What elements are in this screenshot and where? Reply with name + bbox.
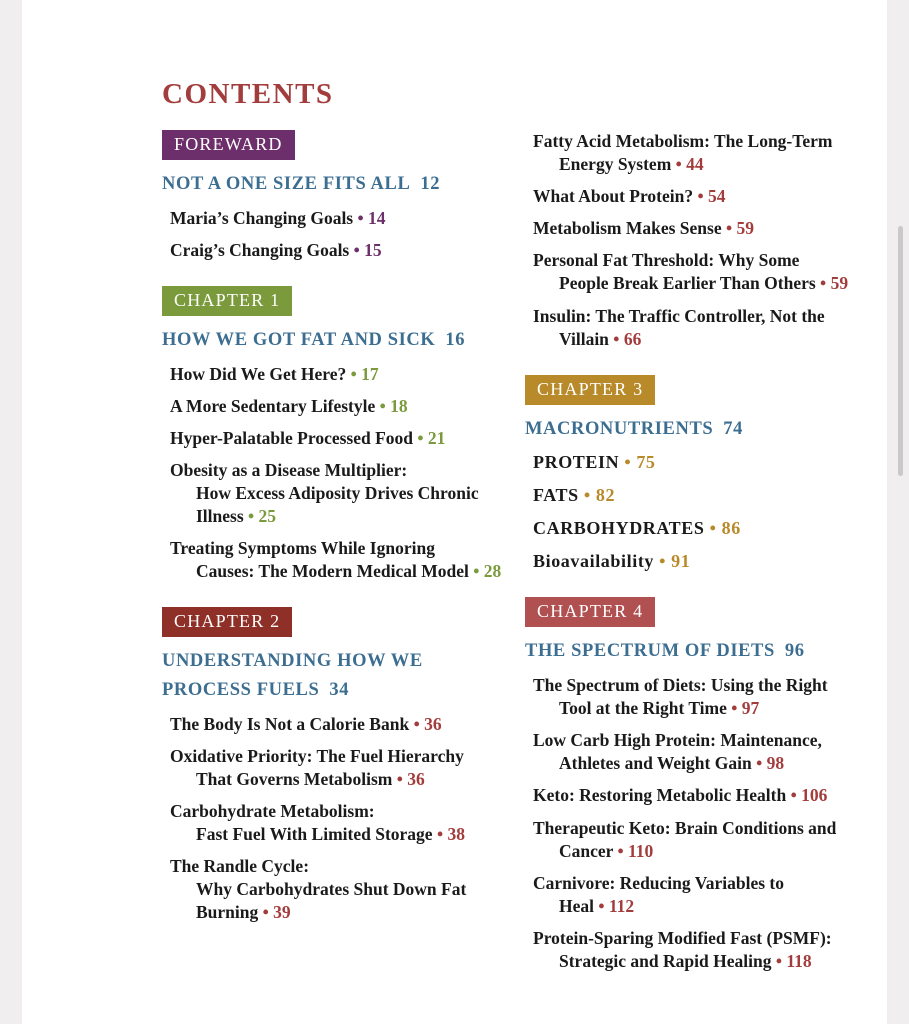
entry-tail	[353, 208, 385, 228]
entry-fats[interactable]	[525, 484, 875, 508]
entry-page-number: 112	[608, 895, 635, 916]
entry-page-number: 15	[364, 239, 382, 260]
entry-page-number: 38	[447, 824, 465, 844]
entry-page-number: 36	[424, 713, 442, 734]
entry-page-number: 18	[390, 395, 408, 416]
entry-page-number: 86	[721, 517, 741, 538]
section-page-number: 96	[784, 641, 805, 662]
entry-text: Low Carb High Protein: Maintenance,	[533, 730, 822, 751]
entry-text: Treating Symptoms While Ignoring	[170, 538, 435, 559]
entry-page-number: 21	[427, 427, 446, 448]
section-page-number: 34	[329, 679, 350, 700]
entry-continuation: How Excess Adiposity Drives Chronic Illness • 25	[196, 482, 479, 526]
entry-the-randle-cycle[interactable]	[162, 855, 512, 924]
entry-text: The Body Is Not a Calorie Bank	[170, 713, 410, 734]
entry-continuation: Energy System • 44	[559, 154, 704, 175]
section-the-spectrum-of-diets[interactable]	[525, 637, 875, 666]
entry-text: The Spectrum of Diets: Using the Right	[533, 675, 828, 696]
entry-tail	[786, 785, 827, 805]
bullet-icon: •	[721, 218, 737, 239]
entry-text: Oxidative Priority: The Fuel Hierarchy	[170, 745, 464, 766]
bullet-icon: •	[771, 951, 787, 972]
section-macronutrients[interactable]	[525, 415, 875, 444]
entry-obesity-as-a-disease-multiplier[interactable]	[162, 459, 512, 528]
toc-column-left	[162, 130, 512, 933]
entry-text: Therapeutic Keto: Brain Conditions and	[533, 817, 837, 838]
entry-text: Metabolism Makes Sense	[533, 218, 722, 239]
entry-a-more-sedentary-lifestyle[interactable]	[162, 395, 512, 418]
bullet-icon: •	[258, 902, 274, 923]
chapter-2-tag-wrap	[162, 607, 512, 637]
entry-insulin-the-traffic-controller[interactable]	[525, 305, 875, 351]
entry-page-number: 75	[636, 452, 656, 473]
bullet-icon: •	[704, 517, 722, 538]
entry-tail	[705, 518, 741, 538]
entry-carbohydrate-metabolism[interactable]	[162, 800, 512, 846]
chapter-3-tag[interactable]: CHAPTER 3	[525, 375, 655, 405]
entry-text: PROTEIN	[533, 452, 620, 473]
entry-text: What About Protein?	[533, 186, 694, 207]
bullet-icon: •	[594, 895, 609, 916]
entry-bioavailability[interactable]	[525, 550, 875, 574]
entry-continuation: Causes: The Modern Medical Model • 28	[196, 561, 502, 582]
entry-page-number: 106	[801, 785, 828, 806]
bullet-icon: •	[671, 154, 687, 175]
section-how-we-got-fat-and-sick[interactable]	[162, 326, 512, 355]
chapter-3-tag-wrap	[525, 375, 875, 405]
foreward-tag[interactable]: FOREWARD	[162, 130, 295, 160]
section-label: MACRONUTRIENTS	[525, 418, 714, 439]
entry-continuation: Villain • 66	[559, 328, 642, 349]
entry-tail	[579, 485, 615, 505]
bullet-icon: •	[693, 186, 708, 207]
entry-text: Hyper-Palatable Processed Food	[170, 427, 414, 448]
entry-page-number: 98	[766, 753, 785, 774]
bullet-icon: •	[619, 452, 637, 473]
entry-text: Craig’s Changing Goals	[170, 239, 350, 260]
entry-fatty-acid-metabolism[interactable]	[525, 130, 875, 176]
entry-page-number: 110	[628, 840, 654, 861]
entry-text: Keto: Restoring Metabolic Health	[533, 785, 787, 806]
entry-text: Maria’s Changing Goals	[170, 207, 354, 228]
section-label: NOT A ONE SIZE FITS ALL	[162, 174, 411, 194]
bullet-icon: •	[613, 840, 628, 861]
section-label: THE SPECTRUM OF DIETS	[525, 641, 775, 662]
entry-low-carb-high-protein[interactable]	[525, 729, 875, 775]
entry-continuation: Heal • 112	[559, 895, 635, 916]
entry-metabolism-makes-sense[interactable]	[525, 217, 875, 240]
entry-continuation: Tool at the Right Time • 97	[559, 698, 760, 719]
entry-oxidative-priority[interactable]	[162, 745, 512, 791]
section-understanding-how-we-process-fuels[interactable]	[162, 647, 512, 704]
bullet-icon: •	[243, 506, 259, 526]
entry-tail	[409, 714, 441, 734]
entry-text: How Did We Get Here?	[170, 363, 347, 384]
bullet-icon: •	[608, 328, 624, 349]
entry-continuation: People Break Earlier Than Others • 59	[559, 273, 849, 294]
foreward-tag-wrap	[162, 130, 512, 160]
chapter-2-tag[interactable]: CHAPTER 2	[162, 607, 292, 637]
entry-what-about-protein[interactable]	[525, 185, 875, 208]
entry-treating-symptoms-while-ignoring-causes[interactable]	[162, 537, 512, 583]
entry-text: Carnivore: Reducing Variables to	[533, 872, 784, 893]
entry-tail	[693, 186, 725, 206]
entry-tail	[349, 240, 381, 260]
entry-therapeutic-keto[interactable]	[525, 817, 875, 863]
entry-text: A More Sedentary Lifestyle	[170, 395, 376, 416]
entry-page-number: 28	[483, 561, 502, 582]
bullet-icon: •	[578, 485, 596, 506]
entry-marias-changing-goals[interactable]	[162, 207, 512, 230]
scrollbar-track[interactable]	[898, 0, 903, 1024]
entry-page-number: 91	[671, 550, 691, 571]
bullet-icon: •	[432, 824, 448, 844]
entry-text: Bioavailability	[533, 550, 655, 571]
entry-protein-sparing-modified-fast[interactable]	[525, 927, 875, 973]
entry-carbohydrates[interactable]	[525, 517, 875, 541]
entry-page-number: 59	[736, 218, 754, 239]
entry-craigs-changing-goals[interactable]	[162, 239, 512, 262]
bullet-icon: •	[375, 395, 391, 416]
section-label: UNDERSTANDING HOW WE PROCESS FUELS	[162, 651, 423, 700]
entry-keto-restoring-metabolic-health[interactable]	[525, 784, 875, 807]
bullet-icon: •	[786, 785, 802, 806]
page-title: CONTENTS	[162, 78, 334, 110]
bullet-icon: •	[353, 207, 369, 228]
entry-text: Insulin: The Traffic Controller, Not the	[533, 305, 825, 326]
entry-continuation: Why Carbohydrates Shut Down Fat Burning • 39	[196, 879, 467, 923]
entry-page-number: 59	[830, 273, 849, 294]
bullet-icon: •	[468, 561, 484, 582]
entry-protein[interactable]	[525, 451, 875, 475]
entry-page-number: 118	[786, 951, 812, 972]
entry-continuation: Cancer • 110	[559, 840, 654, 861]
scrollbar-thumb[interactable]	[898, 226, 903, 476]
bullet-icon: •	[349, 239, 365, 260]
chapter-1-tag[interactable]: CHAPTER 1	[162, 286, 292, 316]
entry-text: Protein-Sparing Modified Fast (PSMF):	[533, 927, 832, 948]
entry-page-number: 25	[258, 506, 277, 526]
entry-hyper-palatable-processed-food[interactable]	[162, 427, 512, 450]
bullet-icon: •	[413, 427, 428, 448]
entry-page-number: 14	[368, 207, 386, 228]
bullet-icon: •	[751, 753, 767, 774]
entry-tail	[654, 551, 690, 571]
entry-page-number: 82	[595, 485, 616, 506]
entry-page-number: 39	[273, 902, 291, 923]
entry-tail	[375, 396, 407, 416]
section-page-number: 74	[723, 418, 743, 439]
entry-the-body-is-not-a-calorie-bank[interactable]	[162, 713, 512, 736]
bullet-icon: •	[346, 363, 362, 384]
entry-personal-fat-threshold[interactable]	[525, 249, 875, 295]
entry-carnivore[interactable]	[525, 872, 875, 918]
entry-page-number: 17	[361, 363, 379, 384]
entry-text: Obesity as a Disease Multiplier:	[170, 459, 408, 480]
section-label: HOW WE GOT FAT AND SICK	[162, 329, 436, 350]
entry-tail	[346, 364, 378, 384]
section-not-a-one-size-fits-all[interactable]	[162, 170, 512, 199]
entry-tail	[619, 452, 655, 472]
entry-page-number: 66	[623, 328, 642, 349]
chapter-4-tag-wrap	[525, 597, 875, 627]
entry-tail	[722, 218, 754, 238]
entry-how-did-we-get-here[interactable]	[162, 363, 512, 386]
entry-continuation: Fast Fuel With Limited Storage • 38	[196, 824, 465, 844]
bullet-icon: •	[392, 768, 408, 789]
entry-tail	[413, 428, 445, 448]
entry-page-number: 36	[407, 768, 425, 789]
bullet-icon: •	[726, 698, 742, 719]
entry-page-number: 44	[686, 154, 704, 175]
entry-continuation: That Governs Metabolism • 36	[196, 768, 425, 789]
bullet-icon: •	[654, 550, 672, 571]
entry-text: Fatty Acid Metabolism: The Long-Term	[533, 131, 833, 151]
document-page	[22, 0, 887, 1024]
section-page-number: 16	[445, 329, 466, 350]
entry-continuation: Strategic and Rapid Healing • 118	[559, 951, 812, 972]
entry-text: Carbohydrate Metabolism:	[170, 800, 375, 821]
entry-text: The Randle Cycle:	[170, 856, 310, 877]
bullet-icon: •	[409, 713, 425, 734]
entry-text: FATS	[533, 485, 579, 506]
toc-column-right	[525, 130, 875, 982]
entry-page-number: 54	[708, 186, 726, 207]
bullet-icon: •	[815, 273, 831, 294]
section-page-number: 12	[420, 174, 441, 194]
entry-page-number: 97	[741, 698, 760, 719]
entry-text: CARBOHYDRATES	[533, 517, 705, 538]
entry-continuation: Athletes and Weight Gain • 98	[559, 753, 785, 774]
chapter-1-tag-wrap	[162, 286, 512, 316]
entry-text: Personal Fat Threshold: Why Some	[533, 250, 800, 271]
chapter-4-tag[interactable]: CHAPTER 4	[525, 597, 655, 627]
entry-the-spectrum-of-diets[interactable]	[525, 674, 875, 720]
